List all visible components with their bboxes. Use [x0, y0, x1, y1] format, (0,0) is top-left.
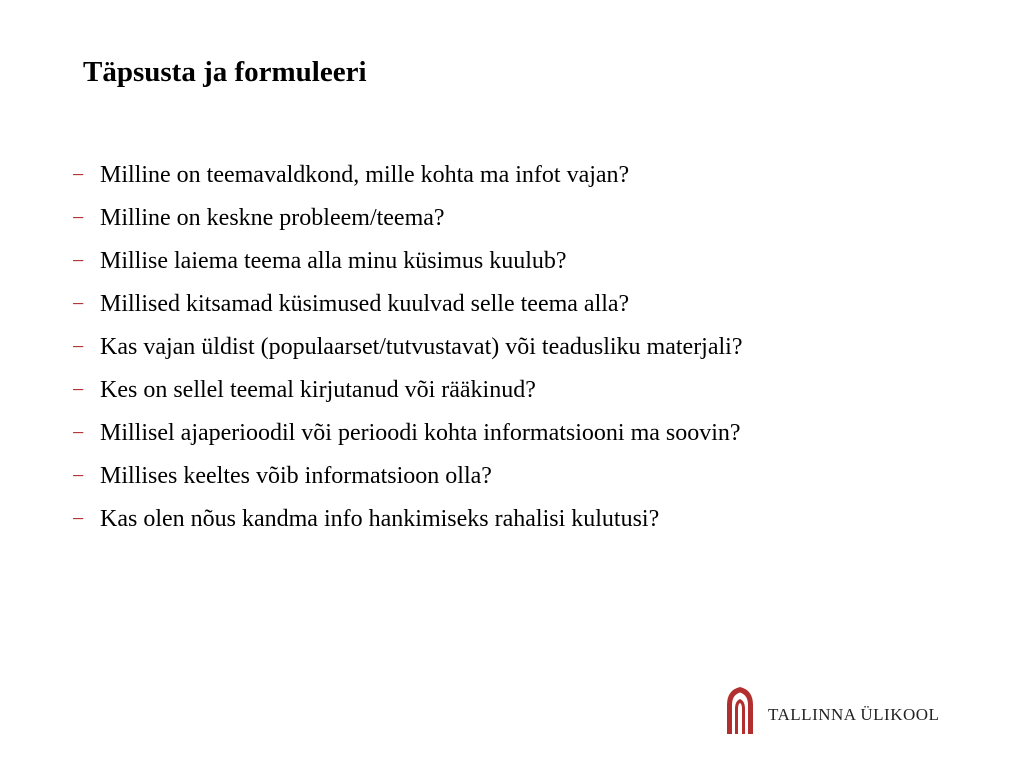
slide-title: Täpsusta ja formuleeri	[83, 56, 367, 88]
list-item-text: Millise laiema teema alla minu küsimus kuulub?	[100, 248, 567, 274]
list-item-text: Kes on sellel teemal kirjutanud või rääkinud?	[100, 377, 536, 403]
list-item	[72, 282, 743, 325]
university-logo	[724, 684, 968, 734]
list-item-text: Kas vajan üldist (populaarset/tutvustavat) või teadusliku materjali?	[100, 334, 743, 360]
list-item-text: Millises keeltes võib informatsioon olla?	[100, 463, 492, 489]
dash-bullet-icon: −	[72, 162, 85, 187]
list-item-text: Milline on teemavaldkond, mille kohta ma infot vajan?	[100, 162, 630, 188]
dash-bullet-icon: −	[72, 248, 85, 273]
dash-bullet-icon: −	[72, 291, 85, 316]
logo-text: TALLINNA ÜLIKOOL	[768, 705, 940, 724]
list-item-text: Milline on keskne probleem/teema?	[100, 205, 445, 231]
list-item	[72, 411, 743, 454]
dash-bullet-icon: −	[72, 377, 85, 402]
dash-bullet-icon: −	[72, 506, 85, 531]
list-item	[72, 454, 743, 497]
list-item	[72, 153, 743, 196]
dash-bullet-icon: −	[72, 463, 85, 488]
bullet-list	[72, 153, 743, 540]
list-item	[72, 497, 743, 540]
list-item-text: Millisel ajaperioodil või perioodi kohta informatsiooni ma soovin?	[100, 420, 741, 446]
list-item	[72, 325, 743, 368]
list-item-text: Millised kitsamad küsimused kuulvad selle teema alla?	[100, 291, 630, 317]
tallinn-university-arch-icon	[724, 684, 756, 734]
list-item	[72, 196, 743, 239]
dash-bullet-icon: −	[72, 420, 85, 445]
list-item	[72, 239, 743, 282]
dash-bullet-icon: −	[72, 334, 85, 359]
dash-bullet-icon: −	[72, 205, 85, 230]
list-item-text: Kas olen nõus kandma info hankimiseks rahalisi kulutusi?	[100, 506, 660, 532]
list-item	[72, 368, 743, 411]
